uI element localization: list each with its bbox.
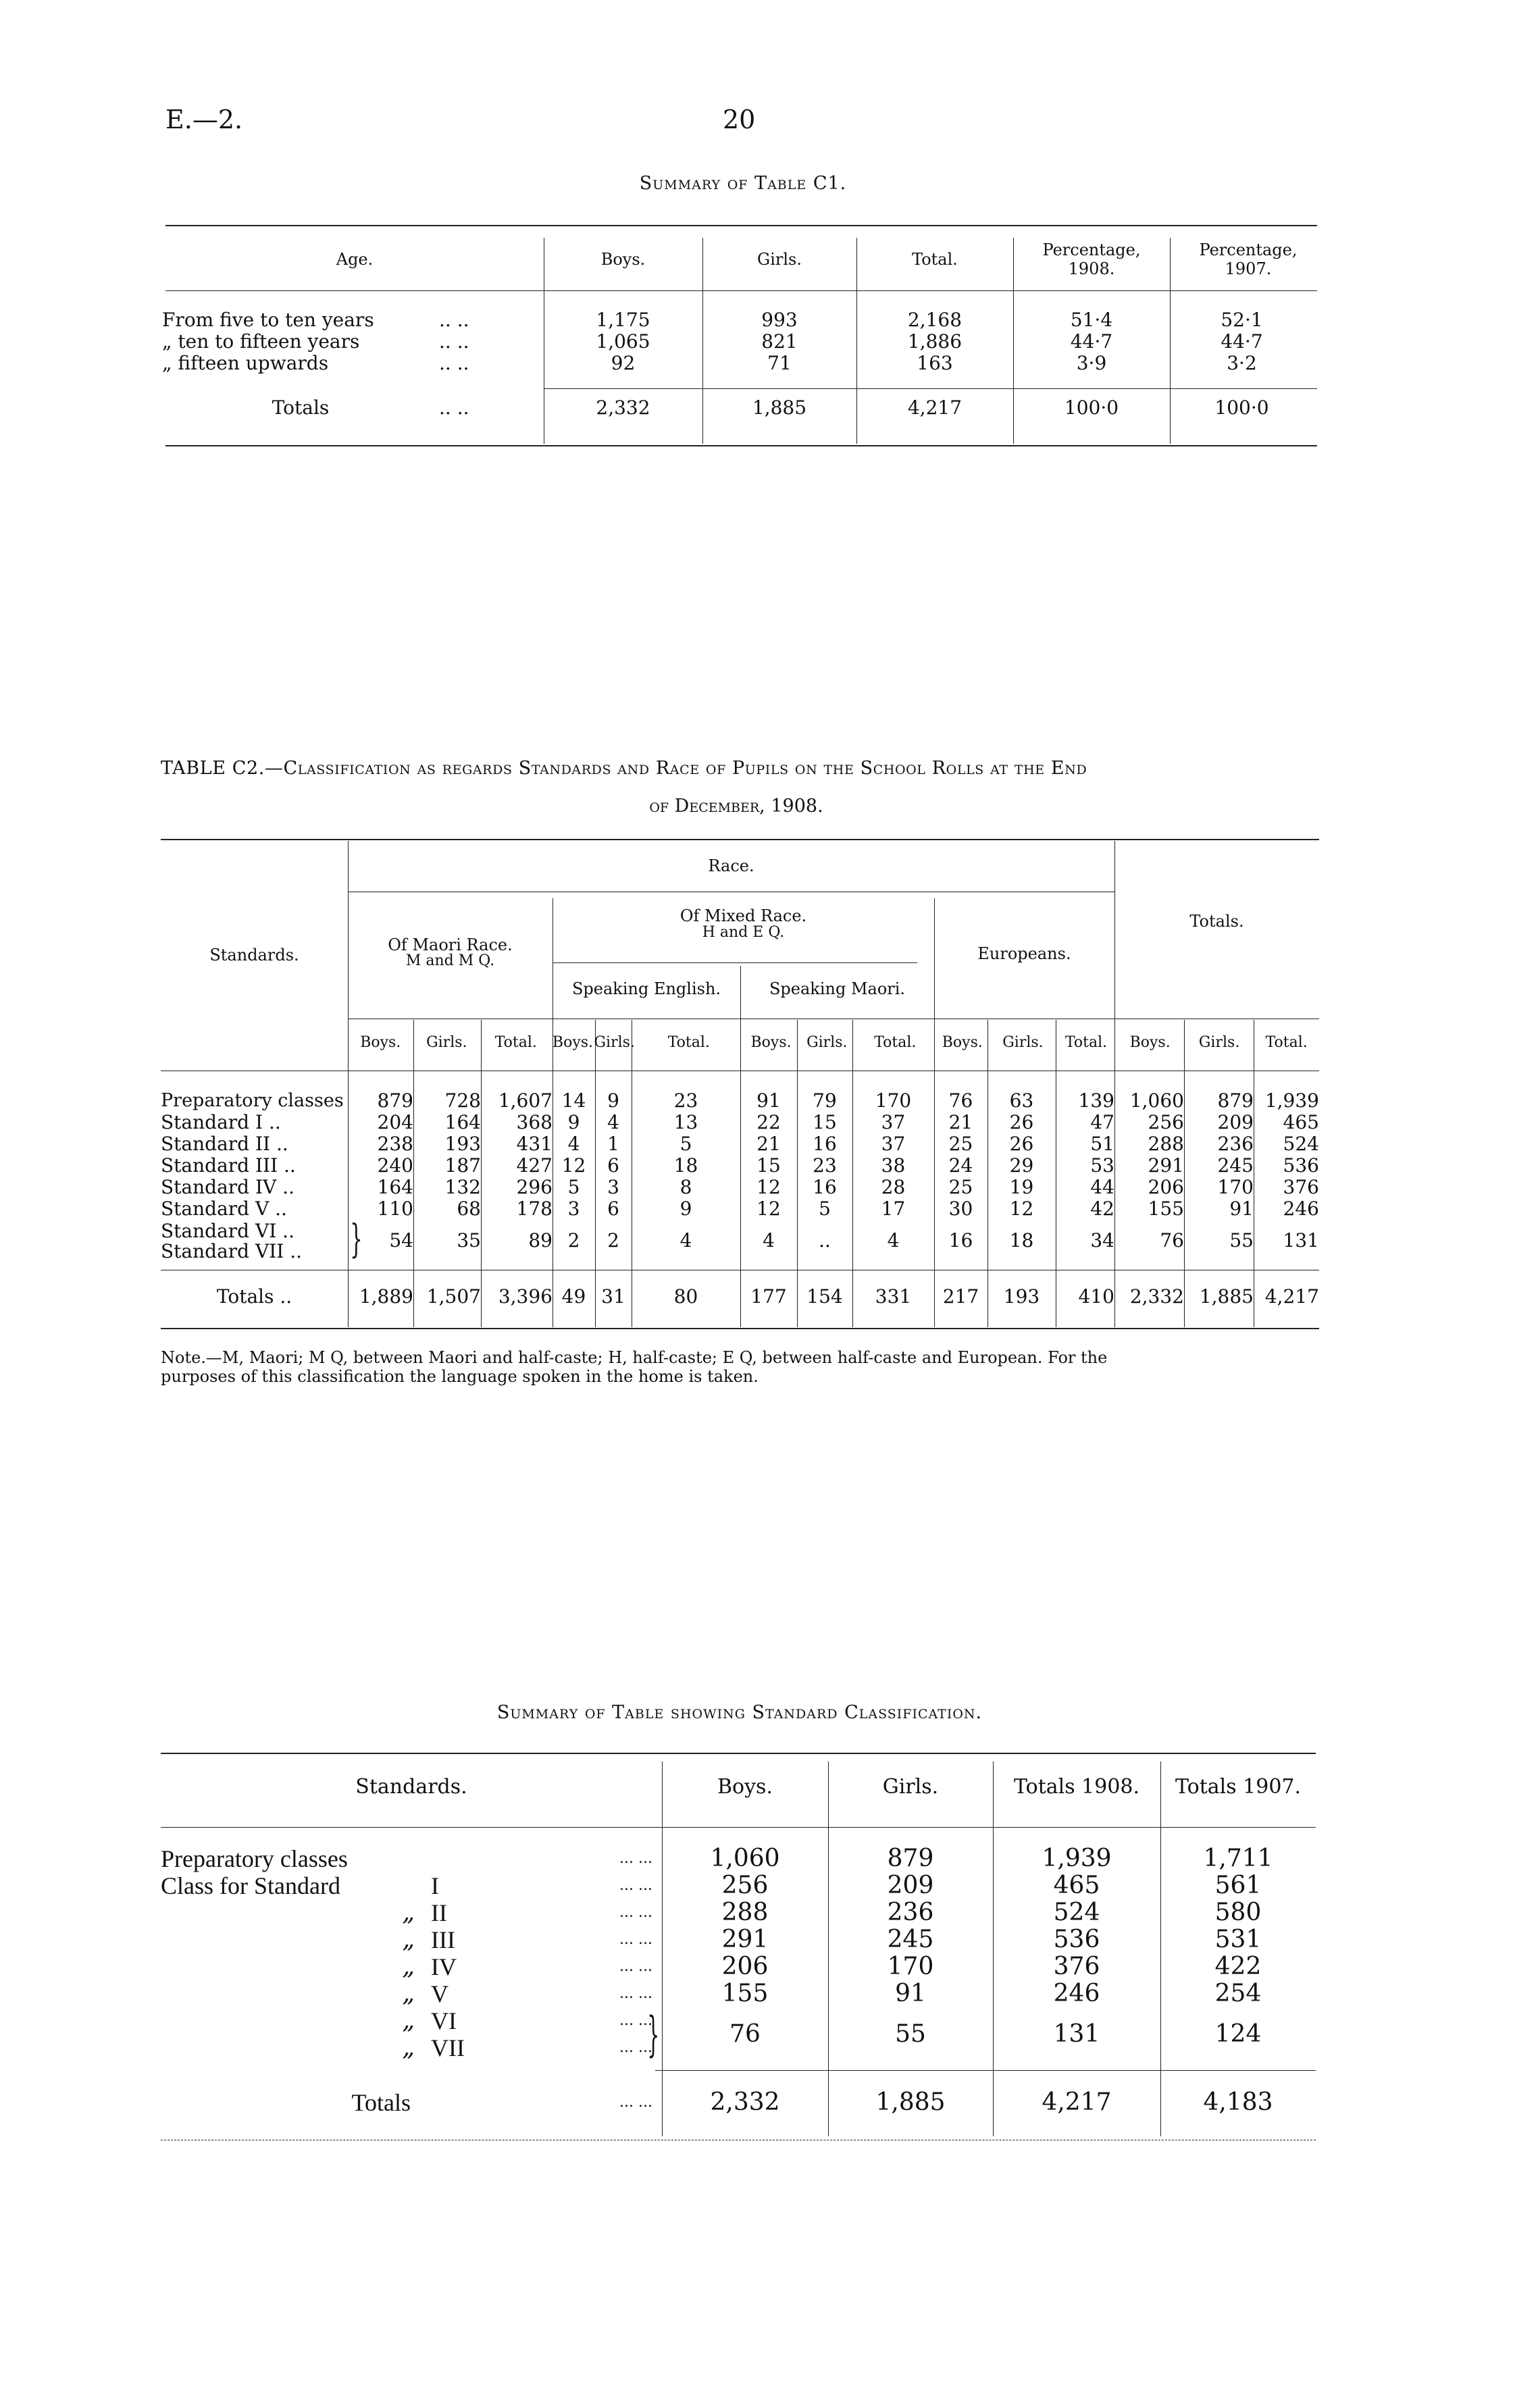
c2-header-speak-english: Speaking English.	[571, 979, 721, 998]
c1-totals-row: Totals .. .. 2,332 1,885 4,217 100·0 100·0	[272, 396, 1269, 419]
table-row: Standard III .. 240 187 427 12 6 18 15 23 38 24 29 53 291 245 536	[161, 1154, 1319, 1177]
table-row: Standard II .. 238 193 431 4 1 5 21 16 37 25 26 51 288 236 524	[161, 1133, 1319, 1155]
c1-header-age: Age.	[336, 250, 374, 269]
c2-totals-row: Totals .. 1,889 1,507 3,396 49 31 80 177 154 331 217 193 410 2,332 1,885 4,217	[216, 1285, 1319, 1308]
table-row: Standard IV .. 164 132 296 5 3 8 12 16 28 25 19 44 206 170 376	[161, 1176, 1319, 1198]
std-header-standards: Standards.	[355, 1775, 467, 1799]
std-title: Summary of Table showing Standard Classification.	[496, 1702, 983, 1723]
c1-row: „ ten to fifteen years .. .. 1,065 821 1,886 44·7 44·7	[162, 330, 1263, 353]
table-row: „ V ... ... 155 91 246 254	[402, 1980, 1262, 2007]
c1-row: „ fifteen upwards .. .. 92 71 163 3·9 3·2	[162, 352, 1257, 374]
std-totals-row: Totals ... ... 2,332 1,885 4,217 4,183	[351, 2088, 1273, 2116]
c1-header-total: Total.	[912, 250, 958, 269]
c2-header-race: Race.	[708, 856, 754, 875]
c1-header-girls: Girls.	[757, 250, 802, 269]
c2-header-maori-sub: M and M Q.	[405, 952, 495, 969]
table-row: Standard VI .. Standard VII .. } 54 35 89 2 2 4 4 .. 4 16 18 34 76 55 131	[161, 1216, 1319, 1262]
table-row: „ II ... ... 288 236 524 580	[402, 1899, 1262, 1926]
c2-title-line2: of December, 1908.	[649, 796, 823, 817]
page-number: 20	[723, 105, 756, 134]
c1-row: From five to ten years .. .. 1,175 993 2,168 51·4 52·1	[162, 309, 1263, 331]
table-row: „ IV ... ... 206 170 376 422	[402, 1953, 1262, 1980]
c2-subheader-row: Boys. Girls. Total. Boys. Girls. Total. Boys. Girls. Total. Boys. Girls. Total. Boys. Girls. Total.	[360, 1034, 1308, 1051]
c2-header-europeans: Europeans.	[977, 944, 1071, 963]
table-row: „ III ... ... 291 245 536 531	[402, 1926, 1262, 1953]
c1-header-pct1908: Percentage, 1908.	[1042, 240, 1141, 278]
c1-body	[162, 309, 1314, 374]
table-row: Standard V .. 110 68 178 3 6 9 12 5 17 30 12 42 155 91 246	[161, 1198, 1319, 1220]
brace-icon: }	[647, 2007, 660, 2062]
std-body	[161, 1845, 1316, 2061]
c2-header-totals: Totals.	[1189, 912, 1244, 931]
c2-header-speak-maori: Speaking Maori.	[769, 979, 906, 998]
c2-header-mixed: Of Mixed Race.	[679, 906, 807, 925]
c1-header-pct1907: Percentage, 1907.	[1199, 240, 1298, 278]
brace-icon: }	[350, 1216, 363, 1262]
std-header-totals1908: Totals 1908.	[1013, 1775, 1140, 1799]
table-row: Preparatory classes 879 728 1,607 14 9 23 91 79 170 76 63 139 1,060 879 1,939	[161, 1089, 1319, 1112]
table-row: Standard I .. 204 164 368 9 4 13 22 15 37 21 26 47 256 209 465	[161, 1111, 1319, 1133]
c2-note: Note.—M, Maori; M Q, between Maori and half-caste; H, half-caste; E Q, between half-caste and European. For the purposes of this classification the language spoken in the home is taken.	[161, 1348, 1108, 1386]
std-header-girls: Girls.	[882, 1775, 939, 1799]
c2-title-line1: TABLE C2.—Classification as regards Standards and Race of Pupils on the School Rolls at the End	[161, 758, 1087, 779]
table-row: „ „ VI VII ... ... ... ... } 76 55 131 124	[402, 2007, 1262, 2062]
c1-title: Summary of Table C1.	[639, 173, 847, 194]
table-row: Class for Standard I ... ... 256 209 465 561	[161, 1872, 1262, 1899]
table-row: Preparatory classes ... ... 1,060 879 1,939 1,711	[161, 1845, 1273, 1872]
c2-header-maori: Of Maori Race.	[388, 935, 513, 954]
std-header-totals1907: Totals 1907.	[1175, 1775, 1302, 1799]
c2-header-mixed-sub: H and E Q.	[702, 924, 785, 941]
std-header-boys: Boys.	[717, 1775, 773, 1799]
c2-body	[161, 1090, 1319, 1262]
page-ref: E.—2.	[165, 105, 243, 134]
c2-header-standards: Standards.	[209, 946, 299, 964]
c1-header-boys: Boys.	[600, 250, 646, 269]
